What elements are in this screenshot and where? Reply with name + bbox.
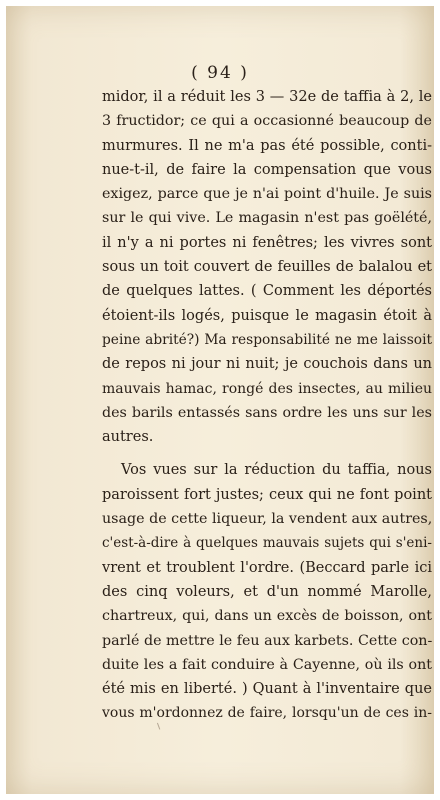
text-line: été mis en liberté. ) Quant à l'inventaire que [102,681,432,698]
page-number: ( 94 ) [191,63,249,83]
text-line: vrent et troublent l'ordre. (Beccard parle ici [102,559,432,576]
text-line: mauvais hamac, rongé des insectes, au milieu [102,380,432,397]
text-line: usage de cette liqueur, la vendent aux autres, [102,511,432,528]
text-line: sous un toit couvert de feuilles de balalou et [102,259,432,276]
text-line: Vos vues sur la réduction du taffia, nous [121,462,432,479]
body-text [102,85,432,726]
book-page [6,6,434,794]
paragraph-2 [102,458,432,725]
text-line: chartreux, qui, dans un excès de boisson, ont [102,608,432,625]
text-line: autres. [102,429,154,446]
text-line: nue-t-il, de faire la compensation que vous [102,161,432,178]
text-line: 3 fructidor; ce qui a occasionné beaucoup de [102,113,432,130]
text-line: il n'y a ni portes ni fenêtres; les vivres sont [102,234,432,251]
text-line: murmures. Il ne m'a pas été possible, conti- [102,137,432,154]
text-line: vous m'ordonnez de faire, lorsqu'un de ces in- [102,705,432,722]
text-line: de repos ni jour ni nuit; je couchois dans un [102,356,432,373]
text-line: midor, il a réduit les 3 — 32e de taffia à 2, le [102,89,432,105]
text-line: des barils entassés sans ordre les uns sur les [102,404,432,421]
text-line: sur le qui vive. Le magasin n'est pas goëlété, [102,210,432,227]
text-line: parlé de mettre le feu aux karbets. Cette con- [102,632,432,649]
text-line: exigez, parce que je n'ai point d'huile. Je suis [102,186,432,203]
paragraph-gap [102,449,432,458]
text-line: duite les a fait conduire à Cayenne, où ils ont [102,656,432,673]
text-line: des cinq voleurs, et d'un nommé Marolle, [102,583,432,600]
text-line: étoient-ils logés, puisque le magasin étoit à [102,307,432,324]
text-line: c'est-à-dire à quelques mauvais sujets qui s'eni- [102,535,432,552]
text-line: de quelques lattes. ( Comment les déportés [102,283,432,300]
text-line: peine abrité?) Ma responsabilité ne me laissoit [102,331,432,348]
paragraph-1 [102,85,432,449]
text-line: paroissent fort justes; ceux qui ne font point [102,486,432,503]
